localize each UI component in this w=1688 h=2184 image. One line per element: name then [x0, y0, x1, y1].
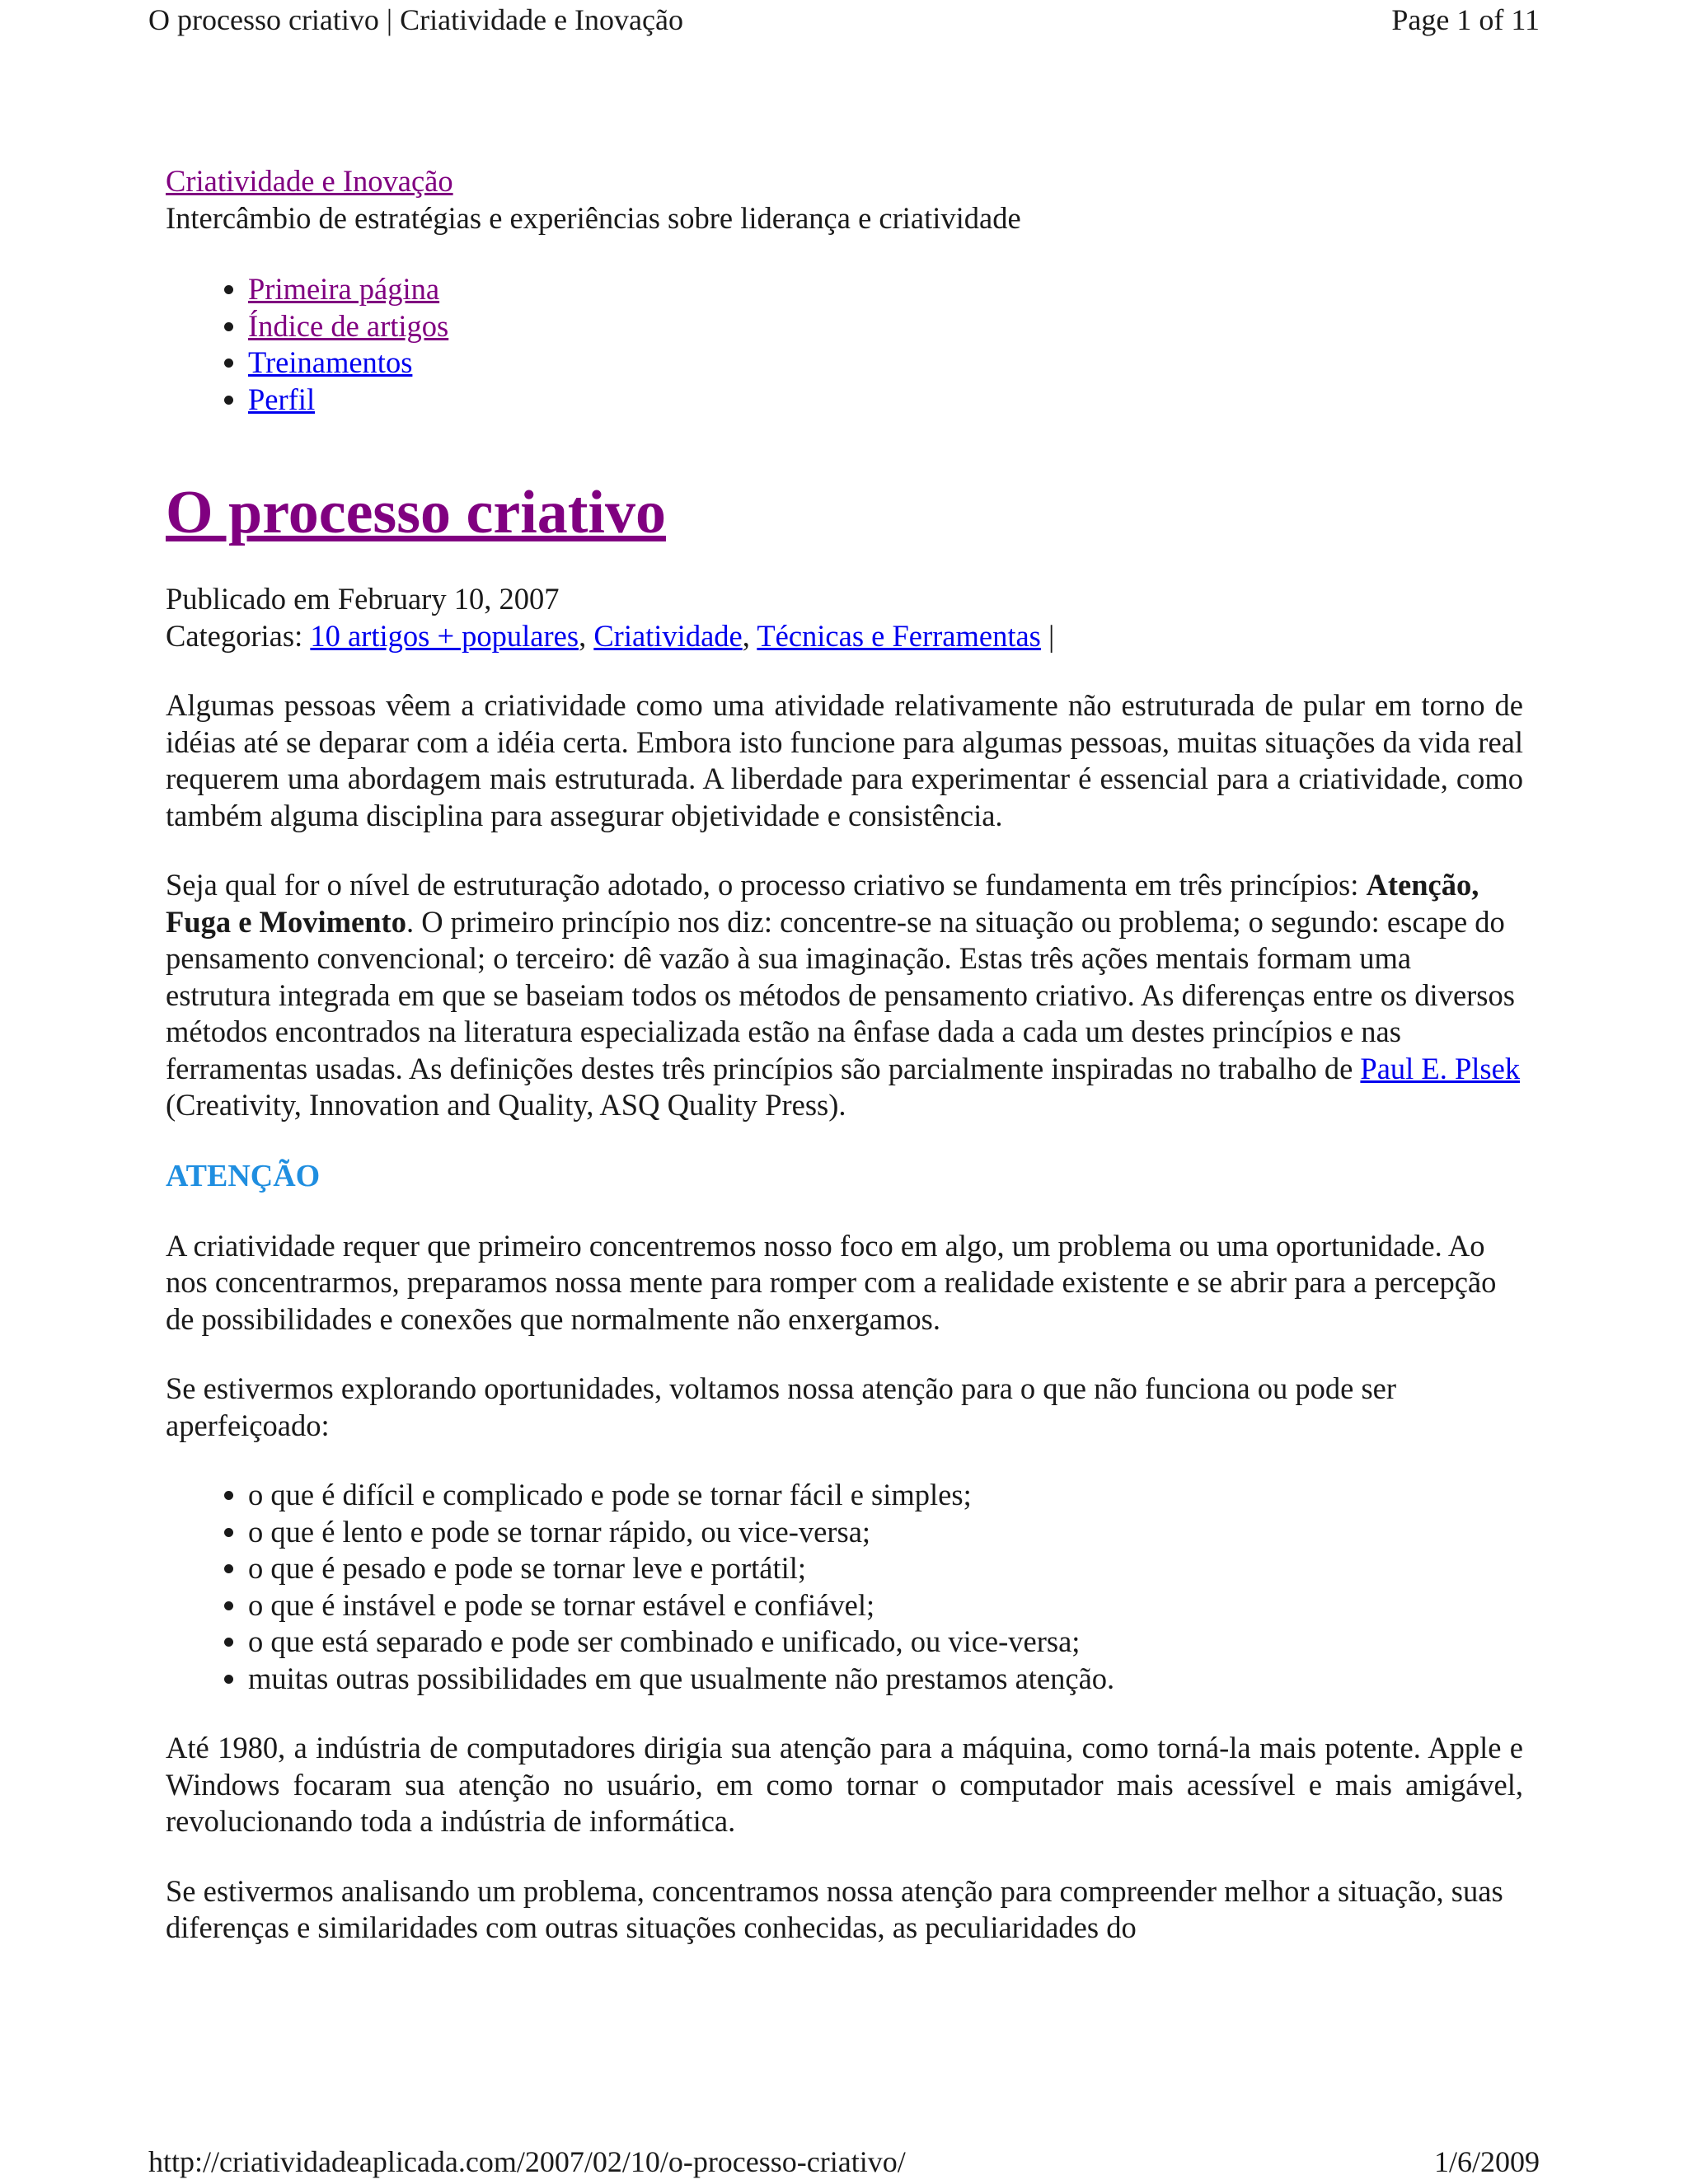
paragraph-intro: Algumas pessoas vêem a criatividade como uma atividade relativamente não estruturada de pular em torno de idéias até se deparar com a idéia certa. Embora isto funcione para algumas pessoas, muitas situações da vida real requerem uma abordagem mais estruturada. A liberdade para experimentar é essencial para a criatividade, como também alguma disciplina para assegurar objetividade e consistência.	[166, 688, 1523, 832]
print-header-title: O processo criativo | Criatividade e Inovação	[148, 3, 683, 36]
paragraph-text: (Creativity, Innovation and Quality, ASQ Quality Press).	[166, 1088, 846, 1122]
print-header	[0, 0, 1688, 40]
print-header-page-number: Page 1 of 11	[1391, 3, 1540, 36]
section-heading-atencao: ATENÇÃO	[166, 1158, 321, 1193]
blog-tagline: Intercâmbio de estratégias e experiências sobre liderança e criatividade	[166, 200, 1021, 235]
nav-item	[248, 344, 1523, 382]
nav-menu	[166, 271, 1523, 418]
category-link-criatividade[interactable]: Criatividade	[593, 618, 743, 653]
paragraph-principles	[166, 867, 1523, 1124]
principles-bold: Atenção, Fuga e Movimento	[166, 868, 1479, 939]
categories-line	[166, 618, 1523, 655]
article-content	[166, 163, 1523, 1947]
paragraph-attention: A criatividade requer que primeiro concentremos nosso foco em algo, um problema ou uma oportunidade. Ao nos concentrarmos, preparamos nossa mente para romper com a realidade existente e se abrir para a percepção de possibilidades e conexões que normalmente não enxergamos.	[166, 1228, 1497, 1336]
paragraph-text: Seja qual for o nível de estruturação adotado, o processo criativo se fundamenta em três princípios:	[166, 868, 1367, 902]
opportunities-list	[166, 1477, 1523, 1697]
category-separator: ,	[742, 618, 757, 653]
category-link-tecnicas[interactable]: Técnicas e Ferramentas	[757, 618, 1041, 653]
list-item: • o que está separado e pode ser combinado e unificado, ou vice-versa;	[248, 1624, 1523, 1661]
print-footer-url: http://criatividadeaplicada.com/2007/02/10/o-processo-criativo/	[148, 2145, 906, 2178]
nav-item	[248, 382, 1523, 419]
post-meta	[166, 581, 1523, 654]
nav-link-perfil[interactable]: Perfil	[248, 382, 316, 416]
nav-link-treinamentos[interactable]: Treinamentos	[248, 345, 413, 379]
print-footer	[0, 2141, 1688, 2182]
categories-end: |	[1040, 618, 1055, 653]
list-item: • o que é difícil e complicado e pode se tornar fácil e simples;	[248, 1477, 1523, 1514]
list-item: • muitas outras possibilidades em que usualmente não prestamos atenção.	[248, 1661, 1523, 1698]
nav-link-indice-artigos[interactable]: Índice de artigos	[248, 308, 449, 343]
publish-date: Publicado em February 10, 2007	[166, 582, 560, 616]
nav-item	[248, 308, 1523, 345]
paragraph-problem: Se estivermos analisando um problema, concentramos nossa atenção para compreender melhor a situação, suas diferenças e similaridades com outras situações conhecidas, as peculiaridades do	[166, 1873, 1503, 1944]
list-item: • o que é lento e pode se tornar rápido, ou vice-versa;	[248, 1514, 1523, 1551]
list-item: • o que é pesado e pode se tornar leve e portátil;	[248, 1550, 1523, 1587]
paragraph-computers: Até 1980, a indústria de computadores dirigia sua atenção para a máquina, como torná-la mais potente. Apple e Windows focaram sua atenção no usuário, em como tornar o computador mais acessível e mais amigável, revolucionando toda a indústria de informática.	[166, 1731, 1523, 1838]
paragraph-text: . O primeiro princípio nos diz: concentre-se na situação ou problema; o segundo: escape do pensamento convencional; o terceiro: dê vazão à sua imaginação. Estas três ações mentais formam uma estrutura integrada em que se baseiam todos os métodos de pensamento criativo. As diferenças entre os diversos métodos encontrados na literatura especializada estão na ênfase dada a cada um destes princípios e nas ferramentas usadas. As definições destes três princípios são parcialmente inspiradas no trabalho de	[166, 904, 1515, 1085]
print-footer-date: 1/6/2009	[1433, 2145, 1540, 2178]
nav-item	[248, 271, 1523, 308]
nav-link-primeira-pagina[interactable]: Primeira página	[248, 272, 440, 306]
author-link-plsek[interactable]: Paul E. Plsek	[1360, 1051, 1521, 1085]
category-link-top-articles[interactable]: 10 artigos + populares	[310, 618, 579, 653]
post-title	[166, 477, 1523, 548]
post-title-link[interactable]: O processo criativo	[166, 479, 666, 546]
paragraph-opportunities: Se estivermos explorando oportunidades, voltamos nossa atenção para o que não funciona ou pode ser aperfeiçoado:	[166, 1371, 1397, 1442]
list-item: • o que é instável e pode se tornar estável e confiável;	[248, 1587, 1523, 1624]
category-separator: ,	[579, 618, 594, 653]
blog-title-link[interactable]: Criatividade e Inovação	[166, 164, 453, 198]
categories-label: Categorias:	[166, 618, 311, 653]
